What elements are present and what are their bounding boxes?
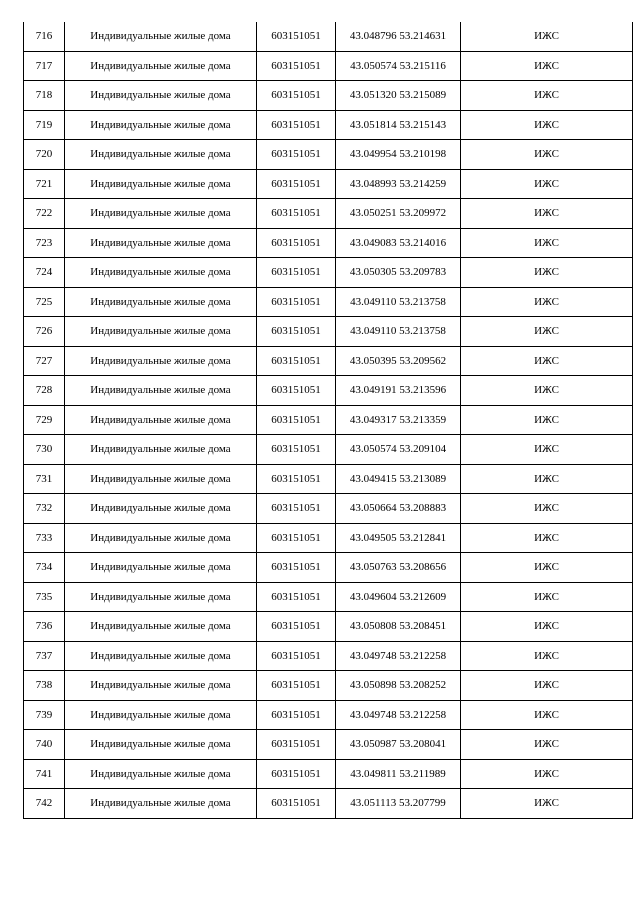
- row-number-cell: 717: [24, 51, 65, 81]
- object-type-cell: ИЖС: [461, 405, 633, 435]
- object-name-cell: Индивидуальные жилые дома: [65, 730, 257, 760]
- object-name-cell: Индивидуальные жилые дома: [65, 22, 257, 51]
- code-cell: 603151051: [257, 51, 336, 81]
- object-name-cell: Индивидуальные жилые дома: [65, 641, 257, 671]
- object-name-cell: Индивидуальные жилые дома: [65, 140, 257, 170]
- coordinates-cell: 43.048796 53.214631: [336, 22, 461, 51]
- code-cell: 603151051: [257, 199, 336, 229]
- table-row: [24, 199, 633, 229]
- object-type-cell: ИЖС: [461, 582, 633, 612]
- row-number-cell: 731: [24, 464, 65, 494]
- code-cell: 603151051: [257, 405, 336, 435]
- table-row: [24, 405, 633, 435]
- object-type-cell: ИЖС: [461, 228, 633, 258]
- code-cell: 603151051: [257, 523, 336, 553]
- coordinates-cell: 43.051814 53.215143: [336, 110, 461, 140]
- object-type-cell: ИЖС: [461, 435, 633, 465]
- object-type-cell: ИЖС: [461, 730, 633, 760]
- object-type-cell: ИЖС: [461, 759, 633, 789]
- code-cell: 603151051: [257, 464, 336, 494]
- code-cell: 603151051: [257, 287, 336, 317]
- table-row: [24, 553, 633, 583]
- object-name-cell: Индивидуальные жилые дома: [65, 464, 257, 494]
- code-cell: 603151051: [257, 582, 336, 612]
- table-row: [24, 789, 633, 819]
- object-type-cell: ИЖС: [461, 346, 633, 376]
- row-number-cell: 736: [24, 612, 65, 642]
- table-row: [24, 376, 633, 406]
- object-name-cell: Индивидуальные жилые дома: [65, 376, 257, 406]
- table-row: [24, 730, 633, 760]
- coordinates-cell: 43.050574 53.209104: [336, 435, 461, 465]
- coordinates-cell: 43.049191 53.213596: [336, 376, 461, 406]
- code-cell: 603151051: [257, 671, 336, 701]
- code-cell: 603151051: [257, 700, 336, 730]
- row-number-cell: 730: [24, 435, 65, 465]
- code-cell: 603151051: [257, 612, 336, 642]
- table-row: [24, 110, 633, 140]
- object-type-cell: ИЖС: [461, 51, 633, 81]
- object-name-cell: Индивидуальные жилые дома: [65, 228, 257, 258]
- object-type-cell: ИЖС: [461, 287, 633, 317]
- object-type-cell: ИЖС: [461, 789, 633, 819]
- object-name-cell: Индивидуальные жилые дома: [65, 169, 257, 199]
- coordinates-cell: 43.051320 53.215089: [336, 81, 461, 111]
- code-cell: 603151051: [257, 169, 336, 199]
- coordinates-cell: 43.049110 53.213758: [336, 317, 461, 347]
- object-type-cell: ИЖС: [461, 700, 633, 730]
- table-row: [24, 140, 633, 170]
- object-type-cell: ИЖС: [461, 169, 633, 199]
- code-cell: 603151051: [257, 22, 336, 51]
- table-row: [24, 317, 633, 347]
- code-cell: 603151051: [257, 376, 336, 406]
- row-number-cell: 724: [24, 258, 65, 288]
- table-row: [24, 641, 633, 671]
- object-type-cell: ИЖС: [461, 317, 633, 347]
- code-cell: 603151051: [257, 789, 336, 819]
- table-row: [24, 287, 633, 317]
- coordinates-cell: 43.050987 53.208041: [336, 730, 461, 760]
- table-row: [24, 81, 633, 111]
- object-name-cell: Индивидуальные жилые дома: [65, 110, 257, 140]
- object-name-cell: Индивидуальные жилые дома: [65, 51, 257, 81]
- row-number-cell: 742: [24, 789, 65, 819]
- row-number-cell: 741: [24, 759, 65, 789]
- row-number-cell: 740: [24, 730, 65, 760]
- object-name-cell: Индивидуальные жилые дома: [65, 81, 257, 111]
- row-number-cell: 738: [24, 671, 65, 701]
- code-cell: 603151051: [257, 553, 336, 583]
- table-row: [24, 228, 633, 258]
- coordinates-cell: 43.049505 53.212841: [336, 523, 461, 553]
- table-row: [24, 523, 633, 553]
- table-row: [24, 51, 633, 81]
- row-number-cell: 725: [24, 287, 65, 317]
- code-cell: 603151051: [257, 759, 336, 789]
- object-name-cell: Индивидуальные жилые дома: [65, 700, 257, 730]
- object-name-cell: Индивидуальные жилые дома: [65, 199, 257, 229]
- table-row: [24, 346, 633, 376]
- coordinates-cell: 43.050664 53.208883: [336, 494, 461, 524]
- object-type-cell: ИЖС: [461, 110, 633, 140]
- row-number-cell: 727: [24, 346, 65, 376]
- row-number-cell: 728: [24, 376, 65, 406]
- row-number-cell: 732: [24, 494, 65, 524]
- code-cell: 603151051: [257, 317, 336, 347]
- object-type-cell: ИЖС: [461, 671, 633, 701]
- coordinates-cell: 43.049811 53.211989: [336, 759, 461, 789]
- row-number-cell: 729: [24, 405, 65, 435]
- registry-table: [23, 22, 633, 819]
- coordinates-cell: 43.051113 53.207799: [336, 789, 461, 819]
- table-row: [24, 700, 633, 730]
- table-row: [24, 494, 633, 524]
- row-number-cell: 726: [24, 317, 65, 347]
- object-type-cell: ИЖС: [461, 199, 633, 229]
- code-cell: 603151051: [257, 435, 336, 465]
- table-row: [24, 582, 633, 612]
- object-type-cell: ИЖС: [461, 523, 633, 553]
- object-name-cell: Индивидуальные жилые дома: [65, 582, 257, 612]
- coordinates-cell: 43.050574 53.215116: [336, 51, 461, 81]
- object-name-cell: Индивидуальные жилые дома: [65, 759, 257, 789]
- row-number-cell: 720: [24, 140, 65, 170]
- code-cell: 603151051: [257, 140, 336, 170]
- object-type-cell: ИЖС: [461, 464, 633, 494]
- table-row: [24, 22, 633, 51]
- object-type-cell: ИЖС: [461, 494, 633, 524]
- row-number-cell: 733: [24, 523, 65, 553]
- code-cell: 603151051: [257, 110, 336, 140]
- object-name-cell: Индивидуальные жилые дома: [65, 287, 257, 317]
- coordinates-cell: 43.049317 53.213359: [336, 405, 461, 435]
- table-row: [24, 169, 633, 199]
- object-type-cell: ИЖС: [461, 376, 633, 406]
- object-type-cell: ИЖС: [461, 612, 633, 642]
- object-type-cell: ИЖС: [461, 258, 633, 288]
- row-number-cell: 723: [24, 228, 65, 258]
- row-number-cell: 721: [24, 169, 65, 199]
- coordinates-cell: 43.049415 53.213089: [336, 464, 461, 494]
- row-number-cell: 739: [24, 700, 65, 730]
- code-cell: 603151051: [257, 494, 336, 524]
- coordinates-cell: 43.050305 53.209783: [336, 258, 461, 288]
- row-number-cell: 719: [24, 110, 65, 140]
- table-row: [24, 435, 633, 465]
- row-number-cell: 734: [24, 553, 65, 583]
- code-cell: 603151051: [257, 346, 336, 376]
- code-cell: 603151051: [257, 228, 336, 258]
- object-name-cell: Индивидуальные жилые дома: [65, 317, 257, 347]
- coordinates-cell: 43.049748 53.212258: [336, 700, 461, 730]
- coordinates-cell: 43.049083 53.214016: [336, 228, 461, 258]
- object-type-cell: ИЖС: [461, 22, 633, 51]
- object-name-cell: Индивидуальные жилые дома: [65, 612, 257, 642]
- coordinates-cell: 43.050898 53.208252: [336, 671, 461, 701]
- coordinates-cell: 43.050763 53.208656: [336, 553, 461, 583]
- table-row: [24, 759, 633, 789]
- object-type-cell: ИЖС: [461, 553, 633, 583]
- object-name-cell: Индивидуальные жилые дома: [65, 258, 257, 288]
- coordinates-cell: 43.049748 53.212258: [336, 641, 461, 671]
- coordinates-cell: 43.050395 53.209562: [336, 346, 461, 376]
- object-type-cell: ИЖС: [461, 81, 633, 111]
- row-number-cell: 735: [24, 582, 65, 612]
- object-name-cell: Индивидуальные жилые дома: [65, 671, 257, 701]
- table-row: [24, 612, 633, 642]
- row-number-cell: 718: [24, 81, 65, 111]
- object-name-cell: Индивидуальные жилые дома: [65, 553, 257, 583]
- coordinates-cell: 43.049110 53.213758: [336, 287, 461, 317]
- code-cell: 603151051: [257, 81, 336, 111]
- object-name-cell: Индивидуальные жилые дома: [65, 405, 257, 435]
- object-type-cell: ИЖС: [461, 140, 633, 170]
- coordinates-cell: 43.049604 53.212609: [336, 582, 461, 612]
- table-row: [24, 258, 633, 288]
- object-name-cell: Индивидуальные жилые дома: [65, 523, 257, 553]
- coordinates-cell: 43.050808 53.208451: [336, 612, 461, 642]
- table-row: [24, 464, 633, 494]
- table-row: [24, 671, 633, 701]
- row-number-cell: 722: [24, 199, 65, 229]
- object-type-cell: ИЖС: [461, 641, 633, 671]
- object-name-cell: Индивидуальные жилые дома: [65, 435, 257, 465]
- coordinates-cell: 43.048993 53.214259: [336, 169, 461, 199]
- code-cell: 603151051: [257, 641, 336, 671]
- object-name-cell: Индивидуальные жилые дома: [65, 789, 257, 819]
- code-cell: 603151051: [257, 258, 336, 288]
- coordinates-cell: 43.049954 53.210198: [336, 140, 461, 170]
- row-number-cell: 737: [24, 641, 65, 671]
- code-cell: 603151051: [257, 730, 336, 760]
- object-name-cell: Индивидуальные жилые дома: [65, 346, 257, 376]
- row-number-cell: 716: [24, 22, 65, 51]
- registry-table-body: [24, 22, 633, 818]
- object-name-cell: Индивидуальные жилые дома: [65, 494, 257, 524]
- coordinates-cell: 43.050251 53.209972: [336, 199, 461, 229]
